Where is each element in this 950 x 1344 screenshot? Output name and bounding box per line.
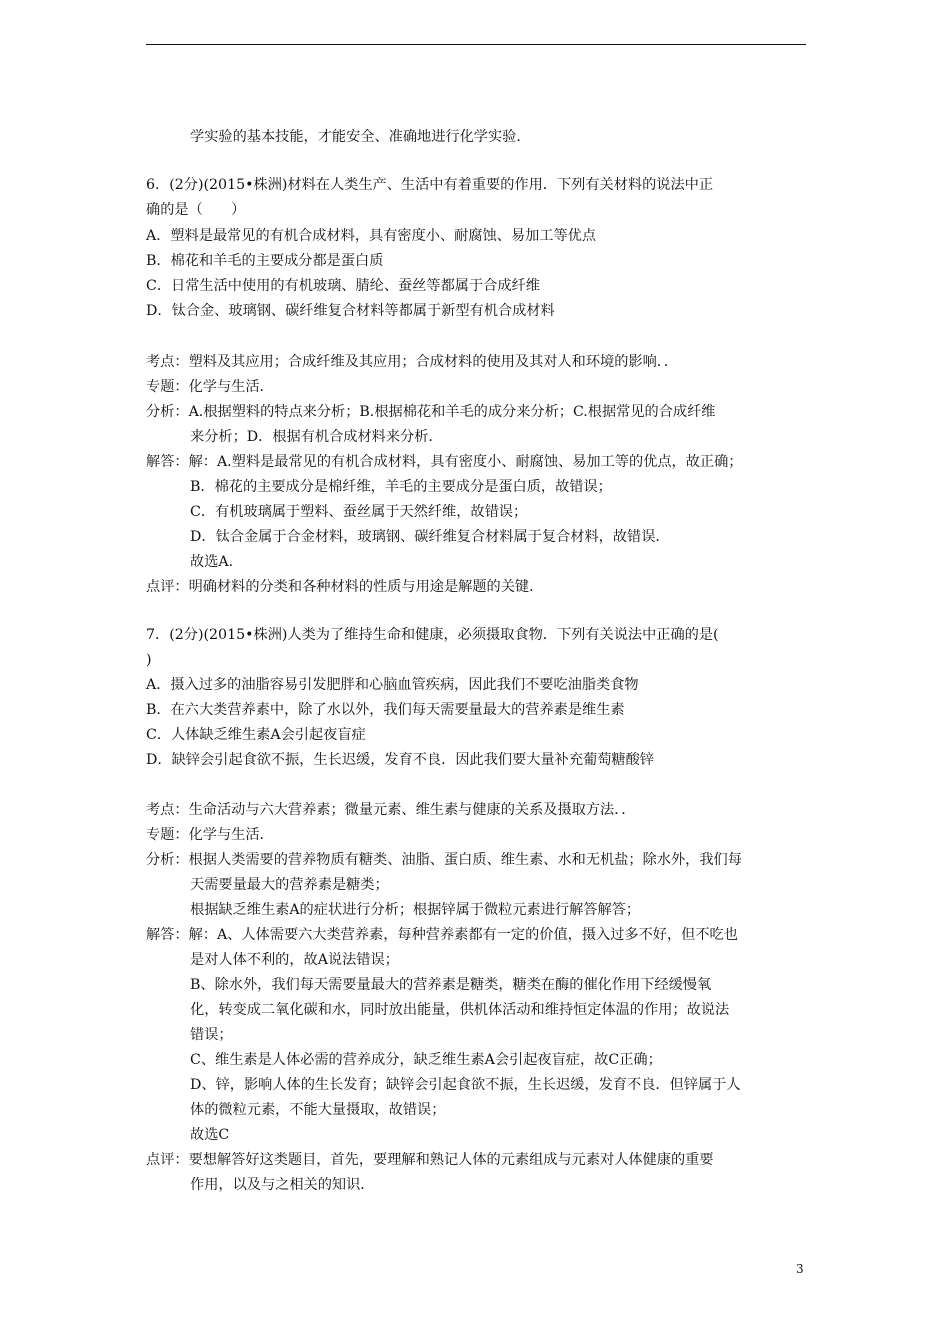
q7-jieda-line: 是对人体不利的，故A说法错误； [190,952,399,968]
q6-fenxi-line1: 分析：A.根据塑料的特点来分析；B.根据棉花和羊毛的成分来分析；C.根据常见的合成纤维 [146,404,716,420]
page-number: 3 [796,1262,804,1276]
q7-dianping-line2: 作用，以及与之相关的知识． [190,1177,375,1193]
q7-dianping-line1: 点评：要想解答好这类题目，首先，要理解和熟记人体的元素组成与元素对人体健康的重要 [146,1152,714,1168]
q7-jieda-line: 体的微粒元素，不能大量摄取，故错误； [190,1102,446,1118]
q6-option-d: D．钛合金、玻璃钢、碳纤维复合材料等都属于新型有机合成材料 [146,303,555,319]
q6-option-a: A．塑料是最常见的有机合成材料，具有密度小、耐腐蚀、易加工等优点 [146,228,597,244]
q6-option-b: B．棉花和羊毛的主要成分都是蛋白质 [146,253,384,269]
q7-jieda-line: B、除水外，我们每天需要量最大的营养素是糖类，糖类在酶的催化作用下经缓慢氧 [190,977,712,993]
q7-fenxi-line1: 分析：根据人类需要的营养物质有糖类、油脂、蛋白质、维生素、水和无机盐；除水外，我们每 [146,852,742,868]
q7-stem-line2: ) [146,652,152,668]
q7-option-d: D．缺锌会引起食欲不振，生长迟缓，发育不良．因此我们要大量补充葡萄糖酸锌 [146,752,654,768]
q7-jieda-line: D、锌，影响人体的生长发育；缺锌会引起食欲不振，生长迟缓，发育不良．但锌属于人 [190,1077,741,1093]
q7-option-a: A．摄入过多的油脂容易引发肥胖和心脑血管疾病，因此我们不要吃油脂类食物 [146,677,639,693]
q7-jieda-line: C、维生素是人体必需的营养成分，缺乏维生素A会引起夜盲症，故C正确； [190,1052,662,1068]
q6-jieda-line: 故选A． [190,554,243,570]
header-rule [146,44,806,45]
intro-continuation: 学实验的基本技能，才能安全、准确地进行化学实验． [190,129,531,145]
q7-jieda-line1: 解答：解：A、人体需要六大类营养素，每种营养素都有一定的价值，摄入过多不好，但不吃也 [146,927,738,943]
q7-zhuanti: 专题：化学与生活． [146,827,274,843]
q7-option-c: C．人体缺乏维生素A会引起夜盲症 [146,727,366,743]
q7-jieda-line: 错误； [190,1027,233,1043]
q7-fenxi-line: 根据缺乏维生素A的症状进行分析；根据锌属于微粒元素进行解答解答； [190,902,641,918]
q6-kaodian: 考点：塑料及其应用；合成纤维及其应用；合成材料的使用及其对人和环境的影响．． [146,354,679,370]
q6-zhuanti: 专题：化学与生活． [146,379,274,395]
q7-option-b: B．在六大类营养素中，除了水以外，我们每天需要量最大的营养素是维生素 [146,702,625,718]
q7-stem-line1: 7．(2分)(2015•株洲)人类为了维持生命和健康，必须摄取食物．下列有关说法中正确的是( [146,627,719,643]
q6-option-c: C．日常生活中使用的有机玻璃、腈纶、蚕丝等都属于合成纤维 [146,278,540,294]
q6-stem-line1: 6．(2分)(2015•株洲)材料在人类生产、生活中有着重要的作用．下列有关材料的说法中正 [146,177,714,193]
q6-dianping: 点评：明确材料的分类和各种材料的性质与用途是解题的关键． [146,579,544,595]
q7-kaodian: 考点：生命活动与六大营养素；微量元素、维生素与健康的关系及摄取方法．． [146,802,636,818]
q6-jieda-line: B．棉花的主要成分是棉纤维，羊毛的主要成分是蛋白质，故错误； [190,479,612,495]
q6-jieda-line: C．有机玻璃属于塑料、蚕丝属于天然纤维，故错误； [190,504,528,520]
q6-jieda-line1: 解答：解：A.塑料是最常见的有机合成材料，具有密度小、耐腐蚀、易加工等的优点，故正确； [146,454,743,470]
q7-jieda-line: 化，转变成二氧化碳和水，同时放出能量，供机体活动和维持恒定体温的作用；故说法 [190,1002,730,1018]
q7-fenxi-line: 天需要量最大的营养素是糖类； [190,877,389,893]
q7-jieda-line: 故选C [190,1127,230,1143]
q6-stem-line2: 确的是（ ） [146,202,246,218]
q6-fenxi-line2: 来分析；D．根据有机合成材料来分析． [190,429,443,445]
q6-jieda-line: D．钛合金属于合金材料，玻璃钢、碳纤维复合材料属于复合材料，故错误． [190,529,670,545]
